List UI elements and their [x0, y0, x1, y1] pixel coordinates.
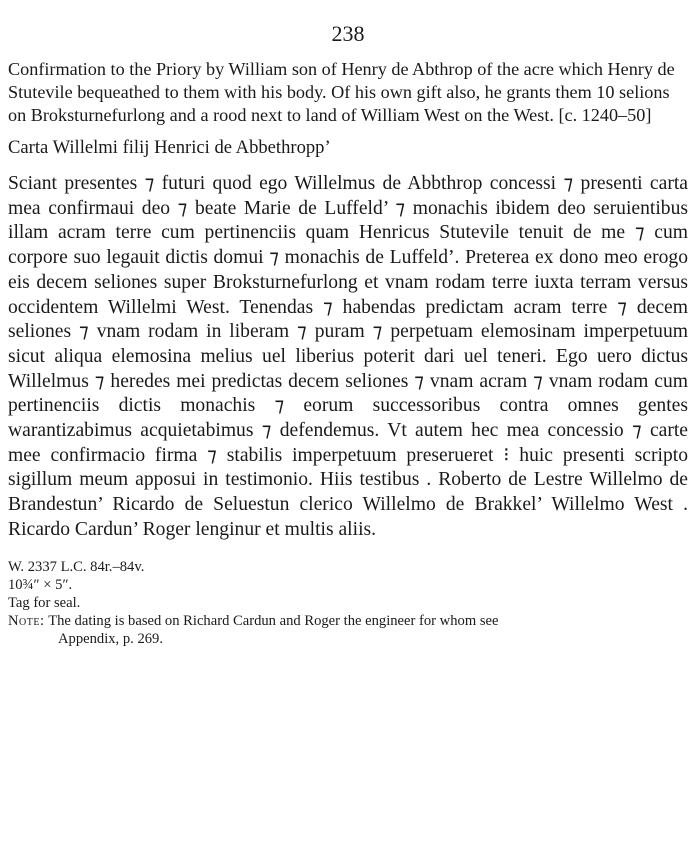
dimensions-line: 10¾″ × 5″. [8, 576, 73, 593]
reference-line: W. 2337 L.C. 84r.–84v. [8, 558, 145, 575]
apparatus-notes [8, 558, 688, 649]
note-text: The dating is based on Richard Cardun and Roger the engineer for whom see [48, 613, 499, 630]
seal-line: Tag for seal. [8, 594, 81, 611]
dating-note [8, 612, 688, 630]
note-text-continuation: Appendix, p. 269. [58, 631, 163, 648]
charter-summary: Confirmation to the Priory by William son of Henry de Abthrop of the acre which Henry de Stutevile bequeathed to them with his body. Of his own gift also, he grants them 10 selions on Broksturnefurlong and a rood next to land of William West on the West. [c. 1240–50] [8, 59, 675, 125]
note-label: Note: [8, 613, 45, 630]
charter-title: Carta Willelmi filij Henrici de Abbethropp’ [8, 137, 331, 158]
page-number: 238 [331, 21, 365, 46]
charter-text: Sciant presentes ⁊ futuri quod ego Willelmus de Abbthrop concessi ⁊ presenti carta mea confirmaui deo ⁊ beate Marie de Luffeld’ ⁊ monachis ibidem deo seruientibus illam acram terre cum pertinenciis quam Henricus Stutevile tenuit de me ⁊ cum corpore suo legauit dictis domui ⁊ monachis de Luffeld’. Preterea ex dono meo erogo eis decem seliones super Broksturnefurlong et vnam rodam terre iuxta terram versus occidentem Willelmi West. Tenendas ⁊ habendas predictam acram terre ⁊ decem seliones ⁊ vnam rodam in liberam ⁊ puram ⁊ perpetuam elemosinam imperpetuum sicut aliqua elemosina melius uel liberius poterit dari uel teneri. Ego uero dictus Willelmus ⁊ heredes mei predictas decem seliones ⁊ vnam acram ⁊ vnam rodam cum pertinenciis dictis monachis ⁊ eorum successoribus contra omnes gentes warantizabimus acquietabimus ⁊ defendemus. Vt autem hec mea concessio ⁊ carte mee confirmacio firma ⁊ stabilis imperpetuum preserueret ⁝ huic presenti scripto sigillum meum apposui in testimonio. Hiis testibus . Roberto de Lestre Willelmo de Brandestun’ Ricardo de Seluestun clerico Willelmo de Brakkel’ Willelmo West . Ricardo Cardun’ Roger lenginur et multis aliis. [8, 173, 688, 540]
